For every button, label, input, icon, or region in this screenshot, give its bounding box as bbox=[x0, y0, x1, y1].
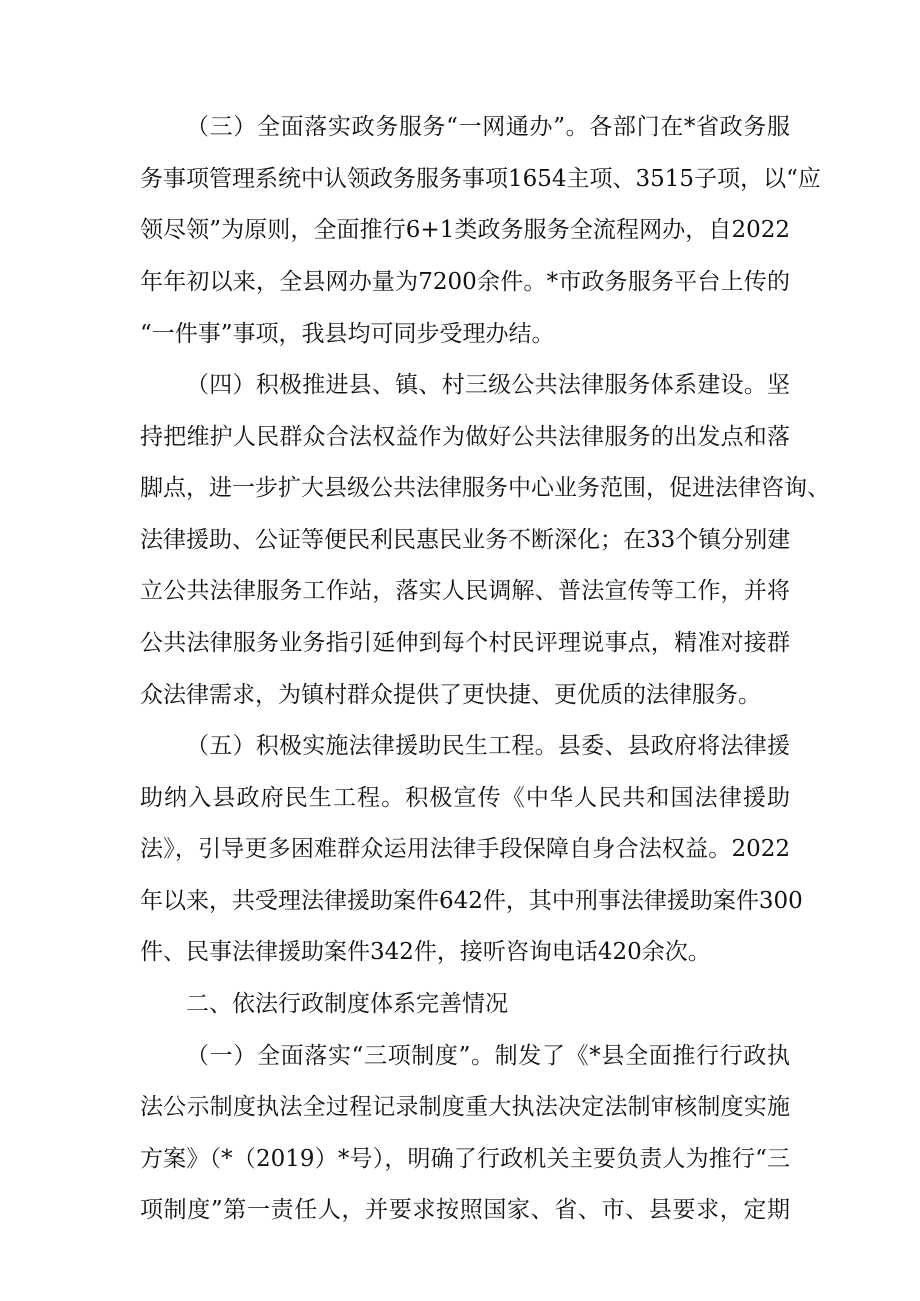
text-line: （五）积极实施法律援助民生工程。县委、县政府将法律援 bbox=[186, 733, 790, 759]
text-line: “一件事”事项，我县均可同步受理办结。 bbox=[140, 321, 555, 347]
text-line: 法》，引导更多困难群众运用法律手段保障自身合法权益。2022 bbox=[140, 836, 790, 862]
text-line: 年以来，共受理法律援助案件642件，其中刑事法律援助案件300 bbox=[140, 888, 803, 914]
text-line: 助纳入县政府民生工程。积极宣传《中华人民共和国法律援助 bbox=[140, 785, 790, 811]
text-line: 法律援助、公证等便民利民惠民业务不断深化；在33个镇分别建 bbox=[140, 527, 791, 553]
text-line: 众法律需求，为镇村群众提供了更快捷、更优质的法律服务。 bbox=[140, 682, 761, 708]
text-line: 脚点，进一步扩大县级公共法律服务中心业务范围，促进法律咨询、 bbox=[140, 475, 830, 501]
text-line: 立公共法律服务工作站，落实人民调解、普法宣传等工作，并将 bbox=[140, 578, 790, 604]
section-heading: 二、依法行政制度体系完善情况 bbox=[186, 991, 508, 1017]
text-line: 项制度”第一责任人，并要求按照国家、省、市、县要求，定期 bbox=[140, 1197, 790, 1223]
text-line: 方案》（*（2019）*号），明确了行政机关主要负责人为推行“三 bbox=[140, 1146, 790, 1172]
text-line: 年年初以来，全县网办量为7200余件。*市政务服务平台上传的 bbox=[140, 269, 790, 295]
text-line: 公共法律服务业务指引延伸到每个村民评理说事点，精准对接群 bbox=[140, 630, 790, 656]
text-line: （四）积极推进县、镇、村三级公共法律服务体系建设。坚 bbox=[186, 372, 790, 398]
text-line: 法公示制度执法全过程记录制度重大执法决定法制审核制度实施 bbox=[140, 1094, 790, 1120]
text-line: 务事项管理系统中认领政务服务事项1654主项、3515子项，以“应 bbox=[140, 166, 821, 192]
text-line: 件、民事法律援助案件342件，接听咨询电话420余次。 bbox=[140, 939, 711, 965]
text-line: 持把维护人民群众合法权益作为做好公共法律服务的出发点和落 bbox=[140, 424, 790, 450]
text-line: 领尽领”为原则，全面推行6+1类政务服务全流程网办，自2022 bbox=[140, 217, 790, 243]
text-line: （一）全面落实“三项制度”。制发了《*县全面推行行政执 bbox=[186, 1043, 790, 1069]
text-line: （三）全面落实政务服务“一网通办”。各部门在*省政务服 bbox=[186, 114, 790, 140]
